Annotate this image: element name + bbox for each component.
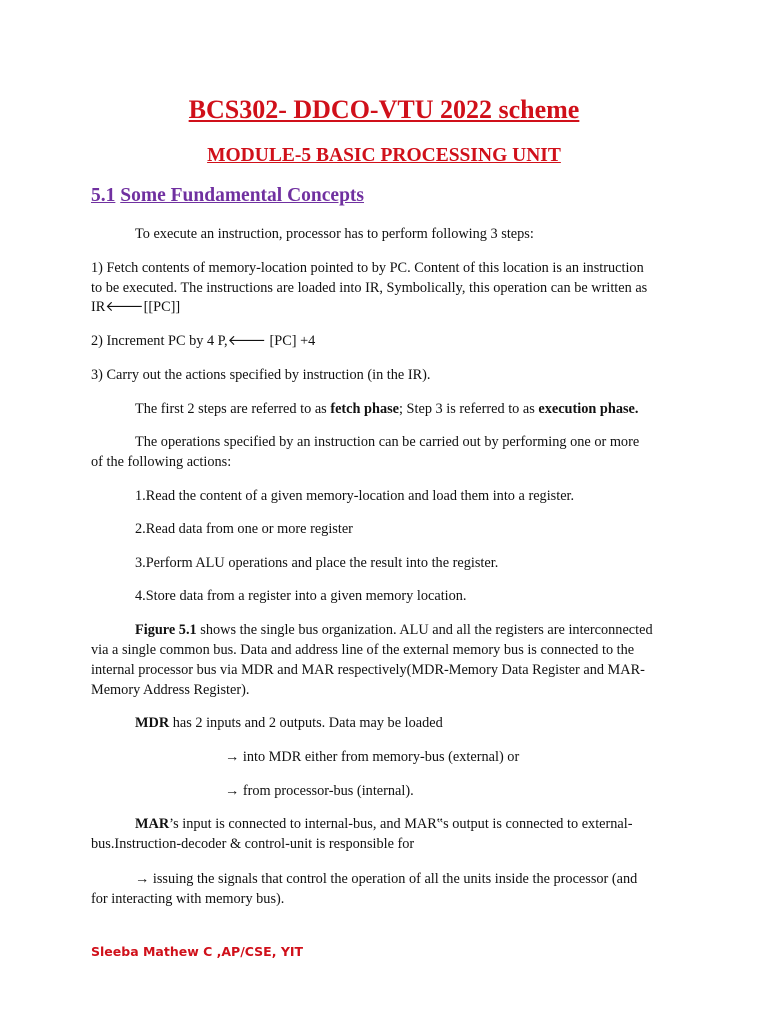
step2-text: 2) Increment PC by 4 P,🡐 [PC] +4 xyxy=(91,333,316,349)
mar-line1: MAR’s input is connected to internal-bus, and MAR‟s output is connected to external- xyxy=(135,816,633,832)
document-title: BCS302- DDCO-VTU 2022 scheme xyxy=(188,95,580,124)
phase-mid: ; Step 3 is referred to as xyxy=(399,401,539,417)
figure-line4: Memory Address Register). xyxy=(91,682,250,698)
step1-line2: to be executed. The instructions are loaded into IR, Symbolically, this operation can be written as xyxy=(91,280,648,296)
action-item-1: 1.Read the content of a given memory-location and load them into a register. xyxy=(135,488,575,504)
action-item-3: 3.Perform ALU operations and place the result into the register. xyxy=(135,555,499,571)
module-title: MODULE-5 BASIC PROCESSING UNIT xyxy=(207,145,561,166)
mdr-label: MDR xyxy=(135,715,170,731)
operations-line2: of the following actions: xyxy=(91,454,232,470)
phase-paragraph xyxy=(135,399,638,419)
figure-line3: internal processor bus via MDR and MAR respectively(MDR-Memory Data Register and MAR- xyxy=(91,662,645,678)
figure-line1: Figure 5.1 shows the single bus organization. ALU and all the registers are interconnected xyxy=(135,622,653,638)
action-item-2: 2.Read data from one or more register xyxy=(135,521,353,537)
page-footer: Sleeba Mathew C ,AP/CSE, YIT xyxy=(91,944,304,959)
execution-phase-term: execution phase. xyxy=(538,401,639,417)
figure-line2: via a single common bus. Data and address line of the external memory bus is connected to the xyxy=(91,642,635,658)
action-item-4: 4.Store data from a register into a given memory location. xyxy=(135,588,467,604)
mdr-item-2: → from processor-bus (internal). xyxy=(225,783,414,799)
issuing-line2: for interacting with memory bus). xyxy=(91,891,285,907)
section-number: 5.1 xyxy=(91,185,116,206)
figure-label: Figure 5.1 xyxy=(135,622,197,638)
operations-line1: The operations specified by an instruction can be carried out by performing one or more xyxy=(135,434,640,450)
step1-line1: 1) Fetch contents of memory-location pointed to by PC. Content of this location is an instruction xyxy=(91,260,644,276)
phase-pre: The first 2 steps are referred to as xyxy=(135,401,331,417)
intro-text: To execute an instruction, processor has to perform following 3 steps: xyxy=(135,226,534,242)
fetch-phase-term: fetch phase xyxy=(330,401,400,417)
step3-text: 3) Carry out the actions specified by instruction (in the IR). xyxy=(91,367,431,383)
mar-label: MAR xyxy=(135,816,170,832)
mar-line2: bus.Instruction-decoder & control-unit is responsible for xyxy=(91,836,415,852)
section-title: Some Fundamental Concepts xyxy=(120,185,365,206)
section-heading xyxy=(91,184,364,208)
step1-line3: IR🡐[[PC]] xyxy=(91,299,181,315)
issuing-line1: → issuing the signals that control the operation of all the units inside the processor (and xyxy=(135,871,638,887)
mdr-item-1: → into MDR either from memory-bus (external) or xyxy=(225,749,520,765)
mdr-line: MDR has 2 inputs and 2 outputs. Data may be loaded xyxy=(135,715,443,731)
